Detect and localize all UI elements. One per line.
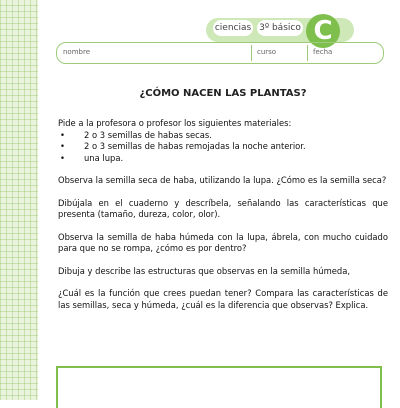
worksheet-header [56, 14, 388, 64]
worksheet-body [58, 118, 388, 322]
list-item: • 2 o 3 semillas de habas secas. [58, 130, 388, 142]
answer-box[interactable] [56, 366, 382, 408]
instruction-paragraph: Observa la semilla seca de haba, utilizando la lupa. ¿Cómo es la semilla seca? [58, 175, 387, 185]
instruction-paragraph: Dibuja y describe las estructuras que observas en la semilla húmeda, [58, 265, 350, 276]
field-divider [307, 45, 308, 61]
list-item: • 2 o 3 semillas de habas remojadas la noche anterior. [58, 141, 388, 153]
date-field-label: fecha [313, 48, 333, 56]
instruction-paragraph: ¿Cuál es la función que crees puedan tener? Compara las características de las semillas, seca y húmeda, ¿cuál es la diferencia que observas? Explica. [58, 288, 388, 310]
list-item: • una lupa. [58, 153, 388, 165]
worksheet-title: ¿CÓMO NACEN LAS PLANTAS? [139, 88, 307, 99]
field-divider [251, 45, 252, 61]
student-info-fields [56, 42, 384, 64]
instruction-paragraph: Dibújala en el cuaderno y descríbela, señalando las características que presenta (tamaño, dureza, color, olor). [58, 197, 388, 219]
materials-list [58, 130, 388, 165]
left-grid-strip [0, 0, 38, 400]
instruction-paragraph: Observa la semilla de haba húmeda con la lupa, ábrela, con mucho cuidado para que no se rompa, ¿cómo es por dentro? [58, 231, 388, 253]
materials-intro: Pide a la profesora o profesor los siguientes materiales: [58, 118, 292, 128]
grade-label: 3º básico [257, 20, 303, 36]
name-field-label: nombre [63, 48, 91, 56]
subject-label: ciencias [213, 20, 253, 36]
course-field-label: curso [257, 48, 277, 56]
subject-badge: C [306, 14, 340, 48]
